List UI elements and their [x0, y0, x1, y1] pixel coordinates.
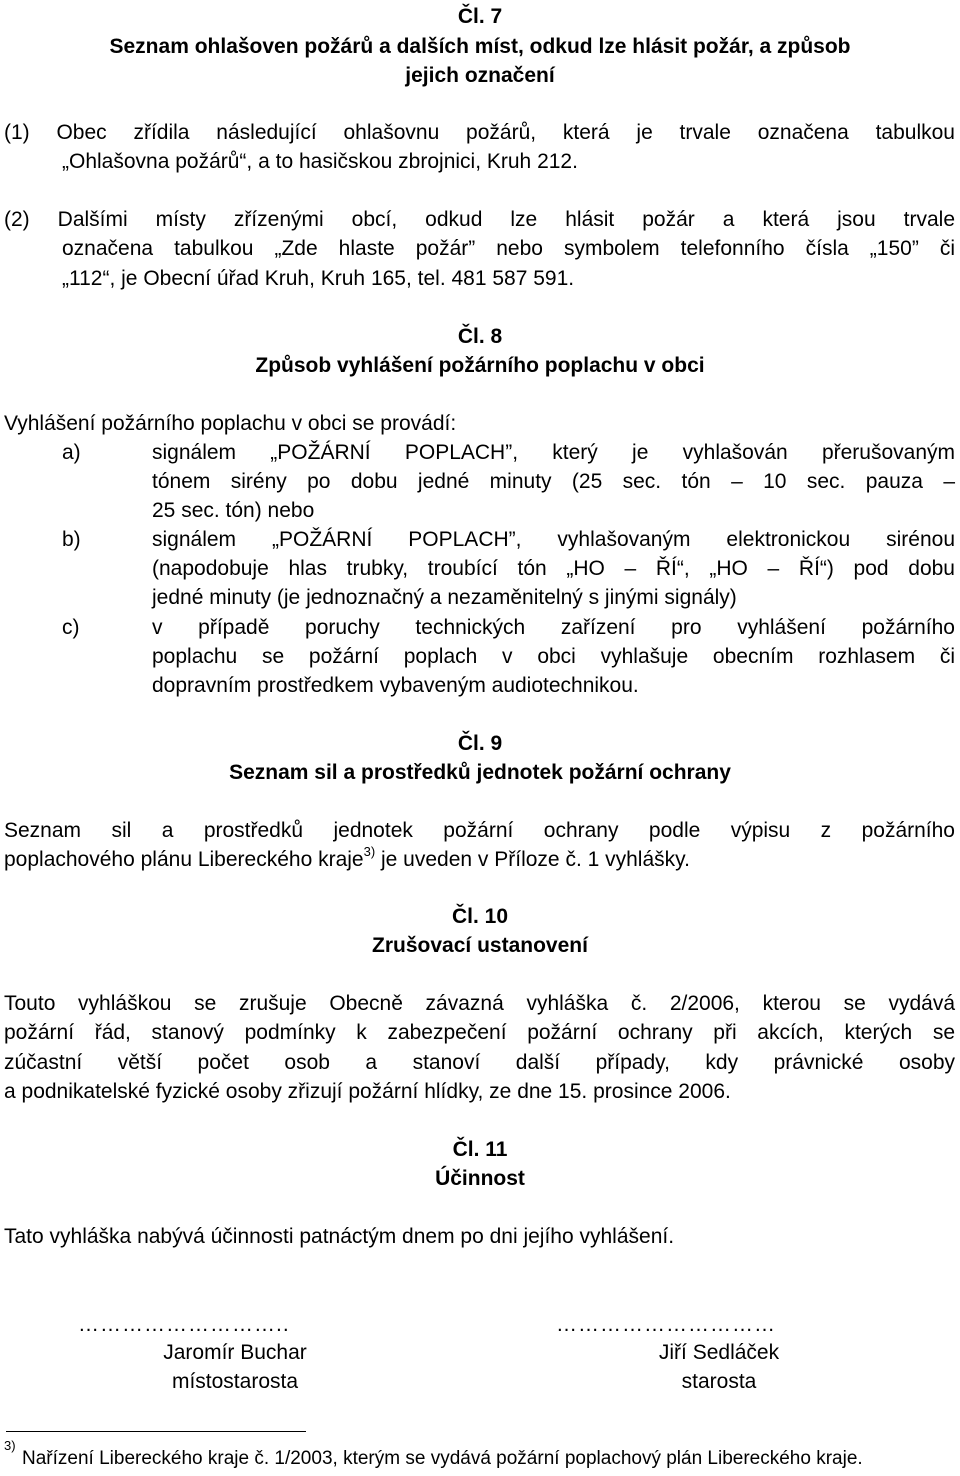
article-10-line-4: a podnikatelské fyzické osoby zřizují požární hlídky, ze dne 15. prosince 2006. — [4, 1080, 731, 1103]
item-b-line-1: signálem „POŽÁRNÍ POPLACH”, vyhlašovaným elektronickou sirénou — [152, 528, 955, 551]
footnote-marker: 3) — [4, 1438, 16, 1453]
article-10-title: Zrušovací ustanovení — [372, 934, 588, 957]
item-c-marker: c) — [62, 616, 80, 639]
article-8-heading: Čl. 8 — [457, 325, 503, 348]
article-10-line-3: zúčastní větší počet osob a stanoví další případy, kdy právnické osoby — [4, 1051, 955, 1074]
item-a-line-3: 25 sec. tón) nebo — [152, 499, 315, 522]
item-b-marker: b) — [62, 528, 81, 551]
footnote-text: Nařízení Libereckého kraje č. 1/2003, kterým se vydává požární poplachový plán Libereckého kraje. — [22, 1448, 863, 1469]
signature-name-left: Jaromír Buchar — [163, 1341, 307, 1364]
item-c-line-3: dopravním prostředkem vybaveným audiotechnikou. — [152, 674, 639, 697]
article-11-line-1: Tato vyhláška nabývá účinnosti patnáctým dnem po dni jejího vyhlášení. — [4, 1225, 675, 1248]
footnote-separator — [6, 1431, 306, 1432]
item-c-line-1: v případě poruchy technických zařízení pro vyhlášení požárního — [152, 616, 955, 639]
article-7-title-line-2: jejich označení — [405, 64, 555, 87]
item-b-line-3: jedné minuty (je jednoznačný a nezaměnitelný s jinými signály) — [152, 586, 737, 609]
article-9-line-2-text: poplachového plánu Libereckého kraje — [4, 848, 364, 871]
article-10-line-2: požární řád, stanový podmínky k zabezpečení požární ochrany při akcích, kterých se — [4, 1021, 955, 1044]
article-7-paragraph-2-line-2: označena tabulkou „Zde hlaste požár” nebo symbolem telefonního čísla „150” či — [62, 237, 955, 260]
article-7-heading: Čl. 7 — [457, 5, 503, 28]
article-9-line-2-text-end: je uveden v Příloze č. 1 vyhlášky. — [375, 848, 690, 871]
item-c-line-2: poplachu se požární poplach v obci vyhlašuje obecním rozhlasem či — [152, 645, 955, 668]
item-a-line-2: tónem sirény po dobu jedné minuty (25 sec. tón – 10 sec. pauza – — [152, 470, 955, 493]
article-9-line-1: Seznam sil a prostředků jednotek požární ochrany podle výpisu z požárního — [4, 819, 955, 842]
article-7-paragraph-1-line-2: „Ohlašovna požárů“, a to hasičskou zbrojnici, Kruh 212. — [62, 150, 578, 173]
footnote-reference: 3) — [363, 844, 376, 859]
article-8-intro: Vyhlášení požárního poplachu v obci se provádí: — [4, 412, 457, 435]
article-7-paragraph-2-line-3: „112“, je Obecní úřad Kruh, Kruh 165, tel. 481 587 591. — [62, 267, 575, 290]
signature-role-right: starosta — [681, 1370, 757, 1393]
signature-role-left: místostarosta — [171, 1370, 299, 1393]
article-10-line-1: Touto vyhláškou se zrušuje Obecně závazná vyhláška č. 2/2006, kterou se vydává — [4, 992, 955, 1015]
article-11-title: Účinnost — [435, 1167, 525, 1190]
item-b-line-2: (napodobuje hlas trubky, troubící tón „HO – ŘÍ“, „HO – ŘÍ“) pod dobu — [152, 557, 955, 580]
signature-name-right: Jiří Sedláček — [658, 1341, 780, 1364]
article-7-title-line-1: Seznam ohlašoven požárů a dalších míst, odkud lze hlásit požár, a způsob — [109, 35, 851, 58]
signature-line-left: ……………………….. — [78, 1313, 290, 1336]
article-10-heading: Čl. 10 — [451, 905, 509, 928]
article-9-line-2 — [4, 845, 690, 876]
item-a-marker: a) — [62, 441, 81, 464]
item-a-line-1: signálem „POŽÁRNÍ POPLACH”, který je vyhlašován přerušovaným — [152, 441, 955, 464]
article-8-title: Způsob vyhlášení požárního poplachu v obci — [255, 354, 705, 377]
article-9-heading: Čl. 9 — [457, 732, 503, 755]
article-7-paragraph-2-line-1: (2) Dalšími místy zřízenými obcí, odkud lze hlásit požár a která jsou trvale — [4, 208, 955, 231]
article-9-title: Seznam sil a prostředků jednotek požární ochrany — [229, 761, 731, 784]
article-11-heading: Čl. 11 — [452, 1138, 508, 1161]
article-7-paragraph-1-line-1: (1) Obec zřídila následující ohlašovnu požárů, která je trvale označena tabulkou — [4, 121, 955, 144]
signature-line-right: ………………………… — [556, 1313, 776, 1336]
